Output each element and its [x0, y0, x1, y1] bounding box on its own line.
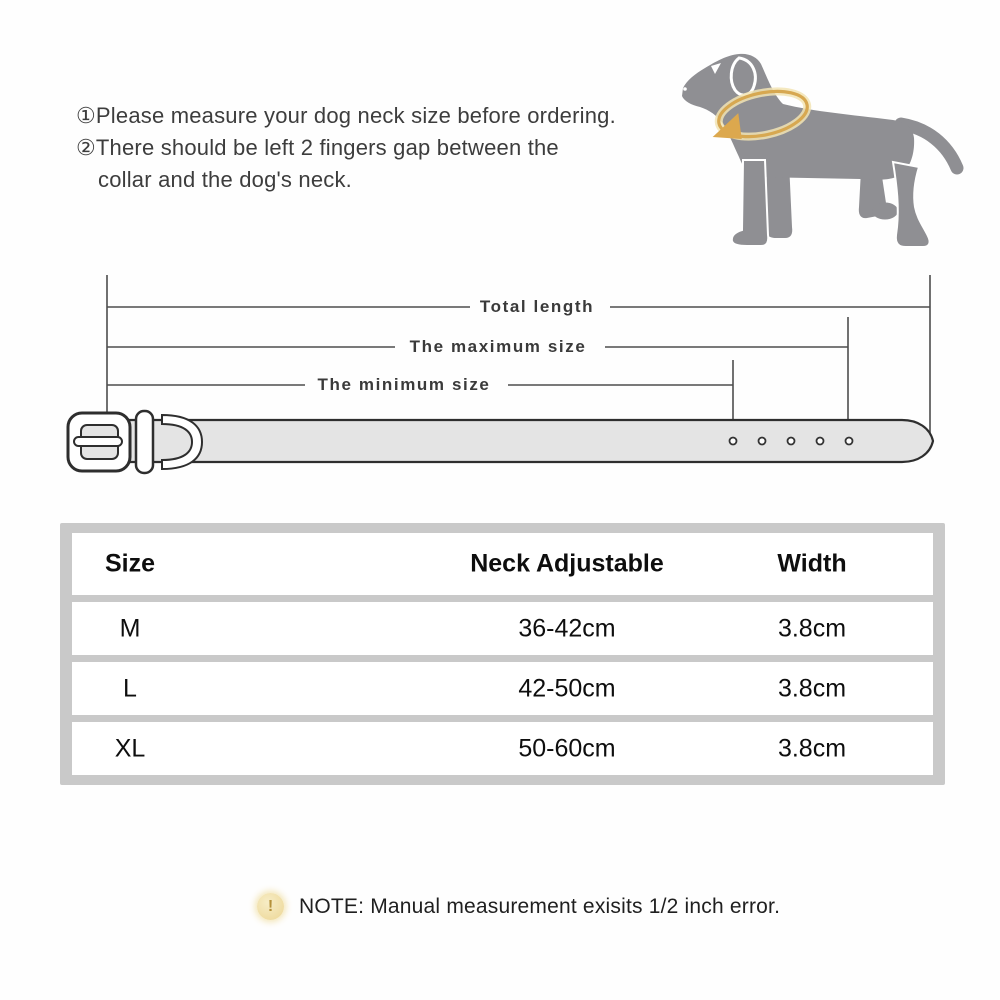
table-row	[72, 602, 933, 655]
strap	[120, 420, 933, 462]
exclamation-icon	[257, 893, 284, 920]
instruction-line-2: ②There should be left 2 fingers gap between the	[76, 135, 559, 160]
belt-illustration	[50, 400, 950, 485]
minimum-size-label: The minimum size	[312, 375, 497, 395]
cell-neck: 36-42cm	[518, 614, 616, 642]
note-text: NOTE: Manual measurement exisits 1/2 inch error.	[299, 895, 781, 918]
dog-silhouette-icon	[655, 22, 985, 267]
collar-strap-icon	[50, 400, 950, 485]
cell-neck: 42-50cm	[518, 674, 616, 702]
instruction-line-1: ①Please measure your dog neck size before ordering.	[76, 103, 616, 128]
col-header-size: Size	[104, 549, 156, 578]
cell-width: 3.8cm	[777, 734, 847, 762]
cell-width: 3.8cm	[777, 674, 847, 702]
exclamation-glyph: !	[267, 897, 274, 915]
measuring-instructions	[76, 100, 676, 196]
dog-nose-mark	[683, 87, 687, 91]
cell-neck: 50-60cm	[518, 734, 616, 762]
dog-illustration	[655, 22, 985, 267]
cell-size: M	[119, 614, 141, 642]
col-header-width: Width	[777, 549, 847, 578]
total-length-label: Total length	[474, 297, 600, 317]
size-table	[60, 523, 945, 785]
col-header-neck: Neck Adjustable	[470, 549, 664, 578]
keeper-loop	[136, 411, 153, 473]
instruction-line-3: collar and the dog's neck.	[98, 167, 352, 192]
table-row	[72, 662, 933, 715]
cell-size: L	[123, 674, 137, 702]
cell-width: 3.8cm	[777, 614, 847, 642]
table-header-row	[72, 533, 933, 595]
maximum-size-label: The maximum size	[404, 337, 593, 357]
buckle-prong	[74, 437, 122, 446]
table-row	[72, 722, 933, 775]
cell-size: XL	[114, 734, 146, 762]
